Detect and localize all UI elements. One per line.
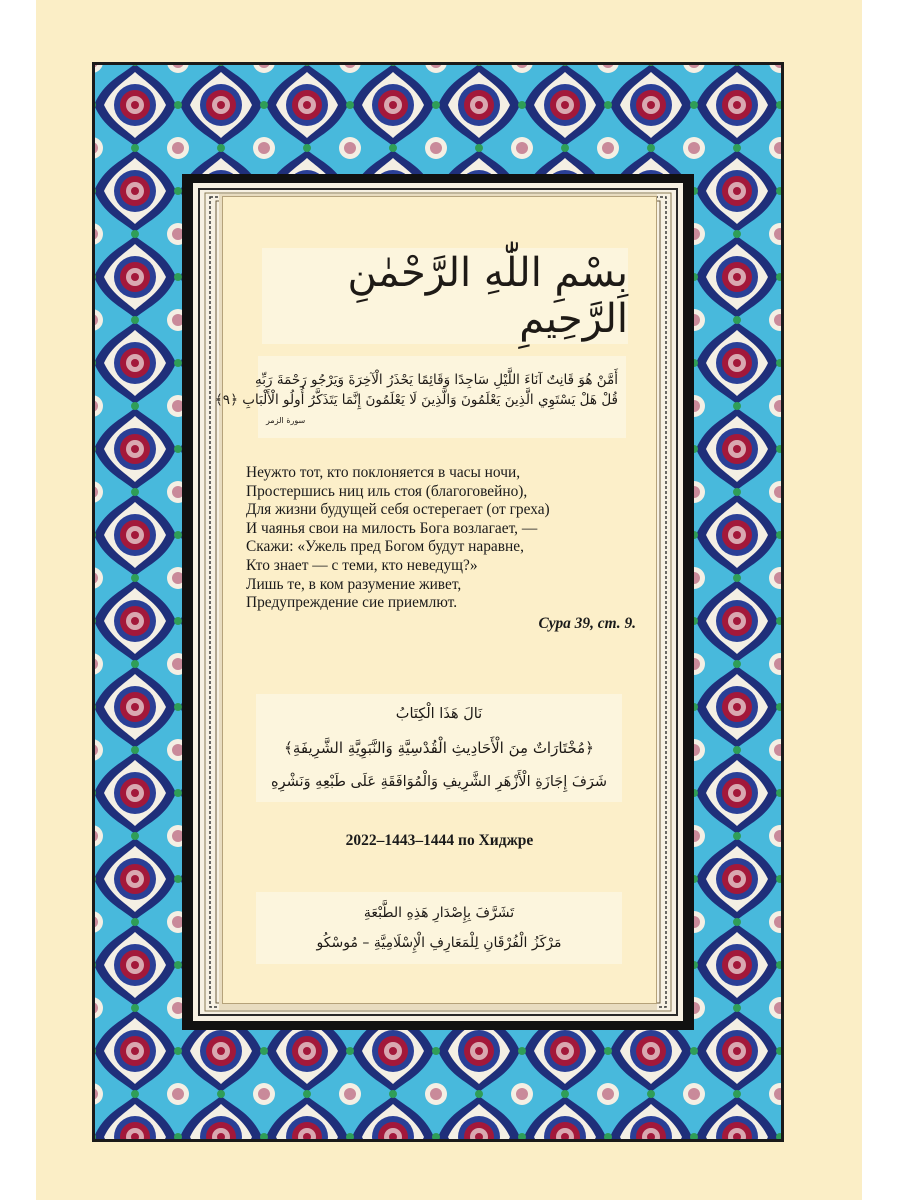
verse-line: Неужто тот, кто поклоняется в часы ночи, bbox=[246, 464, 521, 481]
approval-line-3: شَرَفَ إِجَازَةِ الْأَزْهَرِ الشَّرِيفِ وَالْمُوَافَقَةِ عَلَى طَبْعِهِ وَنَشْرِهِ bbox=[271, 774, 608, 790]
ayah-line-1: أَمَّنْ هُوَ قَانِتٌ آنَاءَ اللَّيْلِ سَاجِدًا وَقَائِمًا يَحْذَرُ الْآخِرَةَ وَيَرْجُو رَحْمَةَ رَبِّهِ bbox=[255, 371, 618, 388]
basmala-text: بِسْمِ اللّٰهِ الرَّحْمٰنِ الرَّحِيمِ bbox=[347, 250, 628, 342]
basmala-calligraphy bbox=[262, 248, 628, 344]
verse-reference: Сура 39, ст. 9. bbox=[538, 614, 636, 632]
russian-verse-translation bbox=[246, 464, 646, 633]
ayah-source: سورة الزمر bbox=[266, 415, 306, 425]
publisher-line-1: تَشَرَّفَ بِإِصْدَارِ هَذِهِ الطَّبْعَةِ bbox=[363, 905, 515, 921]
verse-line: Предупреждение сие приемлют. bbox=[246, 594, 458, 612]
publisher-line-2: مَرْكَزُ الْفُرْقَانِ لِلْمَعَارِفِ الْإِسْلَامِيَّةِ – مُوسْكُو bbox=[316, 935, 562, 951]
azhar-approval-block bbox=[256, 694, 622, 802]
ayah-line-2: قُلْ هَلْ يَسْتَوِي الَّذِينَ يَعْلَمُونَ وَالَّذِينَ لَا يَعْلَمُونَ إِنَّمَا يَتَذَكَّرُ أُولُو الْأَلْبَابِ ﴿٩﴾ bbox=[214, 391, 618, 408]
hijri-year: 2022–1443–1444 по Хиджре bbox=[345, 832, 534, 849]
verse-line: Для жизни будущей себя остерегает (от греха) bbox=[246, 501, 550, 519]
publisher-block bbox=[256, 892, 622, 964]
verse-line: Скажи: «Ужель пред Богом будут наравне, bbox=[246, 538, 524, 556]
verse-line: Простершись ниц иль стоя (благоговейно), bbox=[246, 482, 528, 500]
verse-line: Лишь те, в ком разумение живет, bbox=[246, 575, 462, 593]
verse-line: И чаянья свои на милость Бога возлагает, — bbox=[246, 519, 538, 537]
approval-line-1: نَالَ هَذَا الْكِتَابُ bbox=[395, 706, 483, 722]
approval-line-2: ﴿مُخْتَارَاتٌ مِنَ الْأَحَادِيثِ الْقُدْسِيَّةِ وَالنَّبَوِيَّةِ الشَّرِيفَةِ﴾ bbox=[284, 739, 594, 757]
quran-ayah-block bbox=[214, 356, 626, 438]
verse-line: Кто знает — с теми, кто неведущ?» bbox=[246, 556, 478, 574]
